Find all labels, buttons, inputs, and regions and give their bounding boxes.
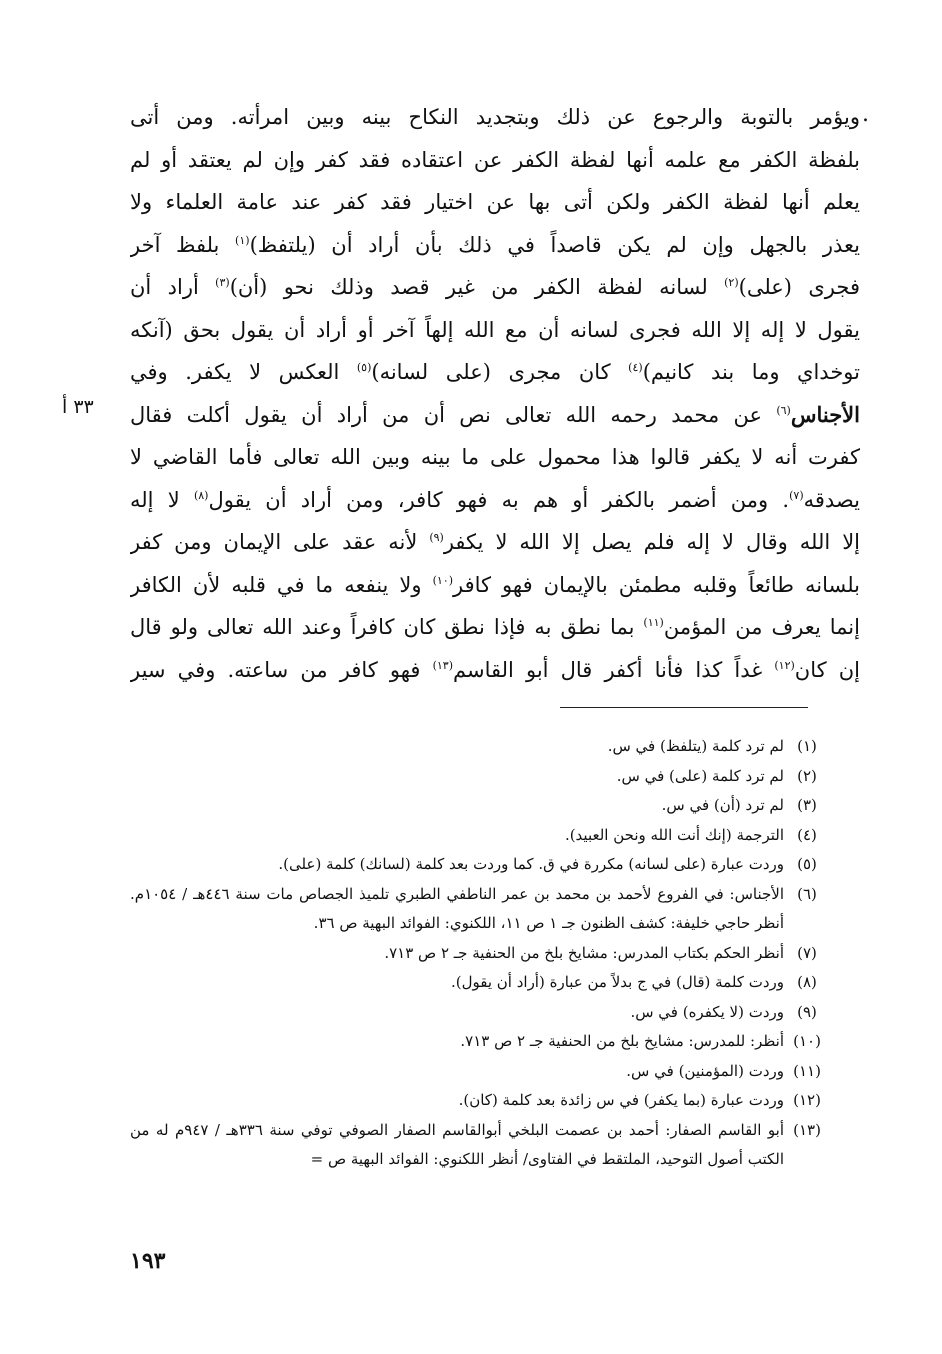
manuscript-folio-marker: ٣٣ أ	[62, 396, 94, 418]
margin-dot: .	[862, 102, 869, 127]
footnote-number: (٩)	[797, 1002, 817, 1021]
footnote-text: أبو القاسم الصفار: أحمد بن عصمت البلخي أبوالقاسم الصفار الصوفي توفي سنة ٣٣٦هـ / ٩٤٧م له من الكتب أصول التوحيد، الملتقط في الفتاوى/ أنظر اللكنوي: الفوائد البهية ص =	[130, 1120, 784, 1168]
footnote-item	[130, 732, 830, 762]
source-title: الأجناس	[790, 401, 860, 427]
main-text-line: بلسانه طائعاً وقلبه مطمئن بالإيمان فهو كافر$^{(١٠)}$ ولا ينفعه ما في قلبه لأن الكافر	[130, 572, 860, 597]
footnote-text: لم ترد كلمة (يتلفظ) في س.	[607, 737, 784, 755]
footnote-text: أنظر الحكم بكتاب المدرس: مشايخ بلخ من الحنفية جـ ٢ ص ٧١٣.	[384, 943, 784, 962]
footnote-number: (٣)	[797, 796, 817, 814]
footnote-item	[130, 791, 830, 821]
footnote-item	[130, 968, 830, 998]
footnote-text: لم ترد كلمة (على) في س.	[616, 766, 784, 785]
footnote-item	[130, 1086, 830, 1116]
footnote-ref[interactable]: (٤)	[628, 361, 643, 374]
footnote-text: وردت كلمة (قال) في ج بدلاً من عبارة (أراد أن يقول).	[450, 973, 784, 991]
page-number: ١٩٣	[130, 1248, 166, 1274]
footnote-text: وردت عبارة (بما يكفر) في س زائدة بعد كلمة (كان).	[458, 1091, 784, 1109]
footnote-ref[interactable]: (٦)	[776, 403, 791, 417]
footnote-ref[interactable]: (١٣)	[432, 658, 454, 672]
footnote-text: الترجمة (إنك أنت الله ونحن العبيد).	[564, 825, 784, 844]
main-text-line: فجرى (على)$^{(٢)}$ لسانه لفظة الكفر من غير قصد وذلك نحو (أن)$^{(٣)}$ أراد أن	[130, 275, 860, 299]
footnote-ref[interactable]: (١)	[235, 233, 250, 247]
footnote-ref[interactable]: (٩)	[429, 531, 444, 544]
footnote-ref[interactable]: (٨)	[193, 488, 209, 502]
footnote-text: أنظر: للمدرس: مشايخ بلخ من الحنفية جـ ٢ ص ٧١٣.	[460, 1032, 784, 1050]
footnote-number: (١)	[797, 737, 817, 755]
footnote-number: (٥)	[797, 855, 817, 873]
footnote-number: (١٣)	[793, 1120, 821, 1139]
footnote-ref[interactable]: (١٠)	[432, 573, 453, 587]
footnote-text: لم ترد (أن) في س.	[661, 796, 784, 814]
footnote-ref[interactable]: (٢)	[724, 276, 739, 289]
footnote-ref[interactable]: (١٢)	[774, 658, 795, 672]
main-text-line: يعلم أنها لفظة الكفر ولكن أتى بها عن اختيار فقد كفر عند عامة العلماء ولا	[130, 190, 860, 214]
footnote-text: وردت (المؤمنين) في س.	[626, 1061, 784, 1080]
footnotes-block	[130, 732, 830, 1175]
footnote-item	[130, 850, 830, 880]
main-text-block	[130, 96, 860, 691]
footnote-text: وردت عبارة (على لسانه) مكررة في ق. كما وردت بعد كلمة (لسانك) كلمة (على).	[278, 855, 784, 873]
footnote-number: (٤)	[797, 825, 817, 844]
main-text-line: يصدقه$^{(٧)}$. ومن أضمر بالكفر أو هم به فهو كافر، ومن أراد أن يقول$^{(٨)}$ لا إله	[130, 487, 860, 512]
footnote-text: وردت (لا يكفره) في س.	[630, 1002, 784, 1021]
main-text-line: الأجناس$^{(٦)}$ عن محمد رحمه الله تعالى نص أن من أراد أن يقول أكلت فقال	[130, 401, 860, 427]
footnote-separator	[560, 707, 808, 708]
footnote-ref[interactable]: (٣)	[215, 276, 230, 289]
footnote-number: (٢)	[797, 766, 817, 785]
footnote-item	[130, 1057, 830, 1087]
main-text-line: ويؤمر بالتوبة والرجوع عن ذلك وبتجديد النكاح بينه وبين امرأته. ومن أتى	[130, 105, 860, 129]
main-text-line: إلا الله وقال لا إله فلم يصل إلا الله لا يكفر$^{(٩)}$ لأنه عقد على الإيمان ومن كفر	[130, 530, 860, 554]
footnote-number: (٨)	[797, 973, 817, 991]
main-text-line: إن كان$^{(١٢)}$ غداً كذا فأنا أكفر قال أبو القاسم$^{(١٣)}$ فهو كافر من ساعته. وفي سير	[130, 657, 860, 682]
footnote-number: (٧)	[797, 943, 817, 962]
footnote-number: (١١)	[793, 1061, 821, 1080]
footnote-item	[130, 880, 830, 939]
footnote-item	[130, 1027, 830, 1057]
footnote-item	[130, 1116, 830, 1175]
main-text-line: إنما يعرف من المؤمن$^{(١١)}$ بما نطق به فإذا نطق كان كافراً وعند الله تعالى ولو قال	[130, 615, 860, 639]
footnote-text: الأجناس: في الفروع لأحمد بن محمد بن عمر الناطفي الطبري تلميذ الجصاص مات سنة ٤٤٦هـ / ١٠٥٤م. أنظر حاجي خليفة: كشف الظنون جـ ١ ص ١١، اللكنوي: الفوائد البهية ص ٣٦.	[130, 884, 784, 932]
footnote-item	[130, 998, 830, 1028]
footnote-item	[130, 939, 830, 969]
main-text-line: يقول لا إله إلا الله فجرى لسانه أن مع الله إلهاً آخر أو أراد أن يقول بحق (آنكه	[130, 317, 860, 342]
footnote-ref[interactable]: (٥)	[356, 361, 372, 374]
footnote-ref[interactable]: (٧)	[789, 488, 804, 502]
main-text-line: بلفظة الكفر مع علمه أنها لفظة الكفر عن اعتقاده فقد كفر وإن لم يعتقد أو لم	[130, 147, 860, 172]
main-text-line: كفرت أنه لا يكفر قالوا هذا محمول على ما بينه وبين الله تعالى فأما القاضي لا	[130, 445, 860, 469]
footnote-number: (١٠)	[793, 1032, 821, 1050]
main-text-line: يعذر بالجهل وإن لم يكن قاصداً في ذلك بأن أراد أن (يلتفظ)$^{(١)}$ بلفظ آخر	[130, 232, 860, 257]
main-text-line: توخداي وما بند كانيم)$^{(٤)}$ كان مجرى (على لسانه)$^{(٥)}$ العكس لا يكفر. وفي	[130, 360, 860, 384]
footnote-number: (١٢)	[793, 1091, 821, 1109]
footnote-number: (٦)	[797, 884, 817, 903]
footnote-ref[interactable]: (١١)	[643, 616, 664, 629]
footnote-item	[130, 821, 830, 851]
footnote-item	[130, 762, 830, 792]
